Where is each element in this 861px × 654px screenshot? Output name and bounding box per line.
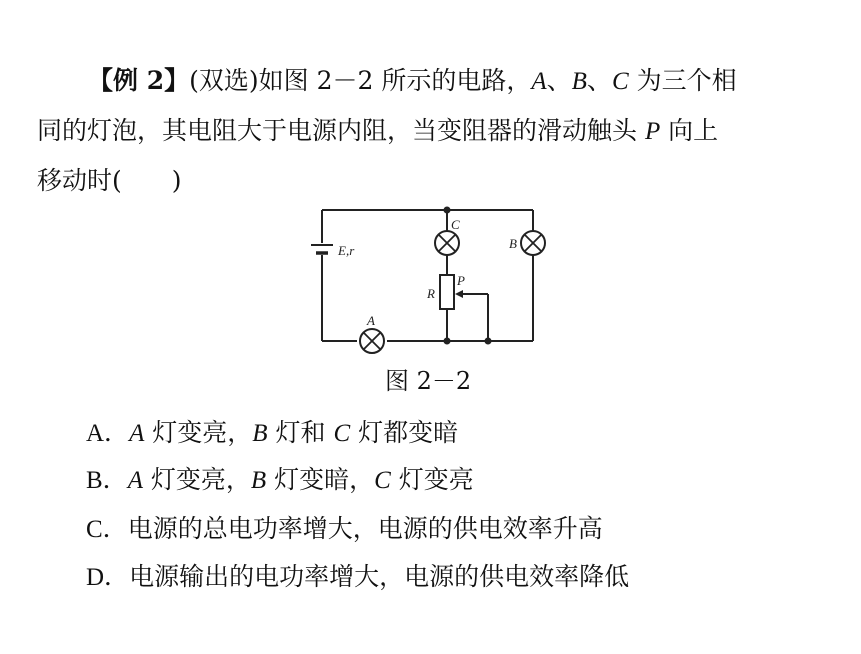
question-line-3 (37, 166, 182, 196)
question-text-1b: 为三个相 (628, 66, 737, 95)
question-type: (双选) (189, 66, 259, 95)
option-b-text-2: 灯变暗， (266, 465, 375, 494)
option-c-letter: C． (86, 516, 128, 543)
question-text-3: 移动时( ) (37, 166, 182, 195)
option-a-text-3: 灯都变暗 (350, 418, 459, 447)
option-b-text-1: 灯变亮， (142, 465, 251, 494)
question-text-2a: 同的灯泡，其电阻大于电源内阻，当变阻器的滑动触头 (37, 116, 645, 145)
slider-arrow (455, 290, 463, 298)
option-b-var-3: C (374, 467, 391, 494)
label-lamp-b: B (509, 236, 517, 251)
option-d-text: 电源输出的电功率增大，电源的供电效率降低 (129, 562, 630, 591)
var-a: A (531, 68, 547, 95)
sep-2: 、 (586, 66, 612, 95)
sep-1: 、 (546, 66, 572, 95)
circuit-diagram (300, 200, 560, 360)
battery-symbol (311, 245, 333, 253)
figure-caption: 图 2－2 (385, 367, 472, 395)
var-b: B (571, 68, 587, 95)
label-slider: P (457, 273, 465, 288)
option-a-letter: A． (86, 420, 130, 447)
option-d-letter: D． (86, 564, 130, 591)
option-b-var-1: A (127, 467, 143, 494)
option-a-var-2: B (252, 420, 268, 447)
question-line-1 (88, 66, 737, 97)
junction-top (444, 207, 451, 214)
option-d[interactable] (86, 562, 629, 593)
option-a-var-1: A (129, 420, 145, 447)
junction-bottom-mid (444, 338, 451, 345)
option-a[interactable] (86, 418, 458, 449)
question-line-2 (37, 116, 718, 147)
option-b-letter: B． (86, 467, 128, 494)
option-a-text-2: 灯和 (267, 418, 334, 447)
option-b-text-3: 灯变亮 (390, 465, 474, 494)
var-c: C (611, 68, 629, 95)
label-lamp-c: C (451, 217, 460, 232)
option-a-text-1: 灯变亮， (144, 418, 253, 447)
resistor-r (440, 275, 454, 309)
option-a-var-3: C (333, 420, 351, 447)
question-text-1a: 如图 2－2 所示的电路， (258, 66, 532, 95)
var-p: P (644, 118, 661, 145)
question-text-2b: 向上 (660, 116, 719, 145)
label-resistor: R (427, 286, 435, 301)
option-c-text: 电源的总电功率增大，电源的供电效率升高 (127, 514, 603, 543)
example-tag: 【例 2】 (88, 66, 190, 95)
option-b[interactable] (86, 465, 474, 496)
option-c[interactable] (86, 514, 603, 545)
label-source: E,r (338, 243, 355, 258)
option-b-var-2: B (250, 467, 267, 494)
junction-bottom-slider (485, 338, 492, 345)
label-lamp-a: A (367, 313, 375, 328)
